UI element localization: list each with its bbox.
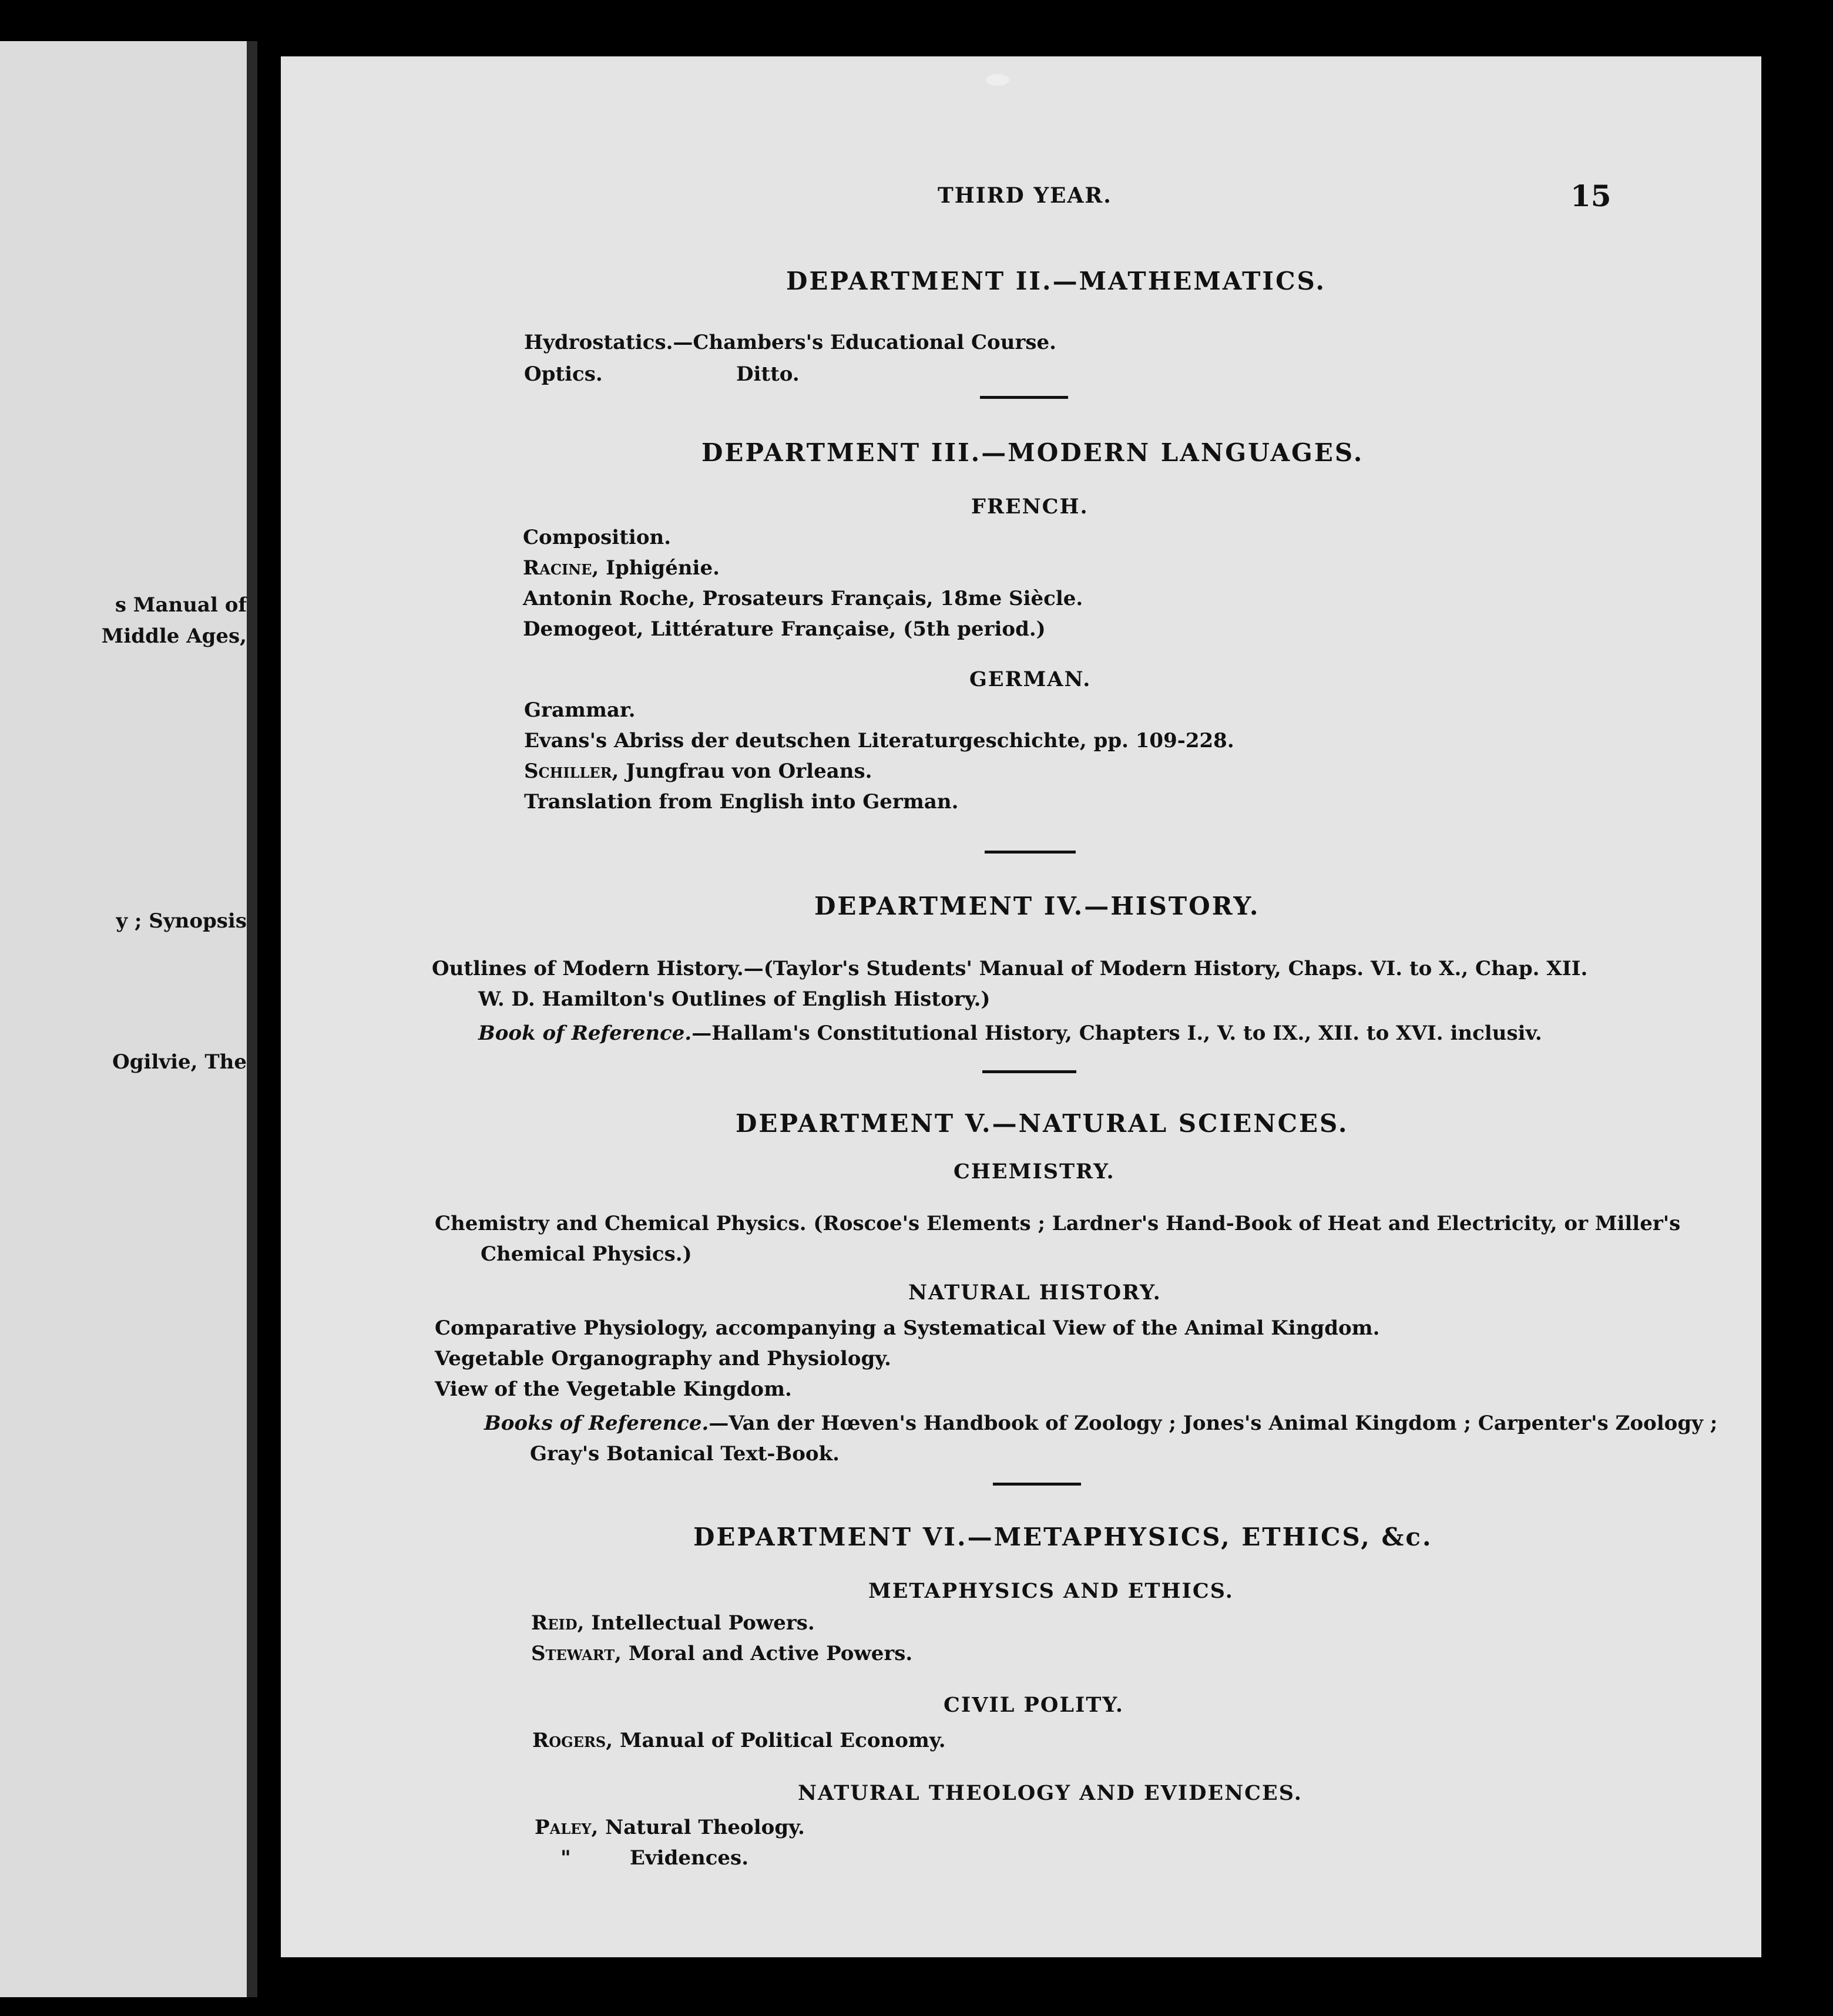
dept2-line: Ditto. bbox=[736, 362, 800, 386]
dept4-line: W. D. Hamilton's Outlines of English History.) bbox=[478, 987, 991, 1011]
work-title: , Iphigénie. bbox=[592, 556, 720, 580]
dept5-title: DEPARTMENT V.—NATURAL SCIENCES. bbox=[736, 1109, 1349, 1138]
dept4-line bbox=[478, 1017, 1542, 1049]
chemistry-line: Chemistry and Chemical Physics. (Roscoe's Elements ; Lardner's Hand-Book of Heat and Electricity, or Miller's bbox=[435, 1212, 1681, 1235]
theology-heading: NATURAL THEOLOGY AND EVIDENCES. bbox=[798, 1781, 1302, 1805]
dept2-title: DEPARTMENT II.—MATHEMATICS. bbox=[786, 267, 1326, 295]
work-title: , Intellectual Powers. bbox=[577, 1611, 815, 1635]
author-name: Schiller bbox=[524, 760, 612, 783]
work-title: , Manual of Political Economy. bbox=[606, 1729, 946, 1752]
left-fragment: Ogilvie, The bbox=[112, 1050, 247, 1074]
book-page bbox=[281, 56, 1761, 1957]
german-line: Evans's Abriss der deutschen Literaturgeschichte, pp. 109-228. bbox=[524, 729, 1234, 752]
civil-polity-heading: CIVIL POLITY. bbox=[944, 1693, 1124, 1717]
natural-history-line: Vegetable Organography and Physiology. bbox=[435, 1347, 891, 1370]
work-title: , Jungfrau von Orleans. bbox=[612, 760, 872, 783]
metaphysics-line bbox=[531, 1638, 912, 1669]
civil-polity-line bbox=[532, 1725, 946, 1756]
german-line: Translation from English into German. bbox=[524, 790, 959, 814]
german-line bbox=[524, 755, 872, 787]
french-line bbox=[523, 552, 720, 584]
left-facing-page bbox=[0, 41, 257, 1997]
french-line: Antonin Roche, Prosateurs Français, 18me Siècle. bbox=[523, 587, 1083, 610]
section-rule bbox=[985, 851, 1076, 854]
reference-label: Book of Reference. bbox=[478, 1022, 692, 1045]
work-title: , Moral and Active Powers. bbox=[615, 1642, 913, 1665]
dept4-line: Outlines of Modern History.—(Taylor's Students' Manual of Modern History, Chaps. VI. to X., Chap. XII. bbox=[432, 957, 1588, 980]
natural-history-line: Gray's Botanical Text-Book. bbox=[530, 1442, 840, 1466]
natural-history-heading: NATURAL HISTORY. bbox=[908, 1281, 1161, 1305]
french-line: Composition. bbox=[523, 526, 672, 549]
german-line: Grammar. bbox=[524, 698, 636, 722]
reference-text: —Hallam's Constitutional History, Chapters I., V. to IX., XII. to XVI. inclusiv. bbox=[691, 1022, 1542, 1045]
author-name: Paley bbox=[535, 1816, 592, 1839]
chemistry-line: Chemical Physics.) bbox=[481, 1242, 692, 1266]
metaphysics-heading: METAPHYSICS AND ETHICS. bbox=[868, 1579, 1234, 1603]
page-number: 15 bbox=[1570, 179, 1612, 213]
french-heading: FRENCH. bbox=[971, 495, 1089, 519]
natural-history-line bbox=[484, 1407, 1717, 1439]
section-rule bbox=[993, 1483, 1081, 1486]
section-rule bbox=[980, 396, 1068, 399]
german-heading: GERMAN. bbox=[969, 667, 1092, 691]
metaphysics-line bbox=[531, 1607, 815, 1639]
author-name: Stewart bbox=[531, 1642, 615, 1665]
section-rule bbox=[982, 1070, 1076, 1073]
theology-line: " bbox=[560, 1846, 571, 1870]
dept4-title: DEPARTMENT IV.—HISTORY. bbox=[814, 892, 1260, 920]
reference-label: Books of Reference. bbox=[484, 1412, 709, 1435]
natural-history-line: Comparative Physiology, accompanying a Systematical View of the Animal Kingdom. bbox=[435, 1316, 1380, 1340]
dept3-title: DEPARTMENT III.—MODERN LANGUAGES. bbox=[701, 438, 1364, 467]
dept6-title: DEPARTMENT VI.—METAPHYSICS, ETHICS, &c. bbox=[693, 1523, 1433, 1551]
reference-text: —Van der Hœven's Handbook of Zoology ; Jones's Animal Kingdom ; Carpenter's Zoology ; bbox=[709, 1412, 1718, 1435]
author-name: Reid bbox=[531, 1611, 578, 1635]
theology-line: Evidences. bbox=[630, 1846, 749, 1870]
left-fragment: Middle Ages, bbox=[101, 624, 247, 648]
author-name: Racine bbox=[523, 556, 592, 580]
natural-history-line: View of the Vegetable Kingdom. bbox=[435, 1377, 792, 1401]
french-line: Demogeot, Littérature Française, (5th period.) bbox=[523, 617, 1046, 641]
dept2-line: Optics. bbox=[524, 362, 603, 386]
left-fragment: y ; Synopsis bbox=[116, 909, 247, 933]
left-fragment: s Manual of bbox=[115, 593, 247, 617]
theology-line bbox=[535, 1812, 805, 1843]
work-title: , Natural Theology. bbox=[591, 1816, 805, 1839]
dept2-line: Hydrostatics.—Chambers's Educational Course. bbox=[524, 331, 1056, 354]
running-title: THIRD YEAR. bbox=[938, 183, 1112, 208]
author-name: Rogers bbox=[532, 1729, 606, 1752]
chemistry-heading: CHEMISTRY. bbox=[954, 1160, 1115, 1184]
